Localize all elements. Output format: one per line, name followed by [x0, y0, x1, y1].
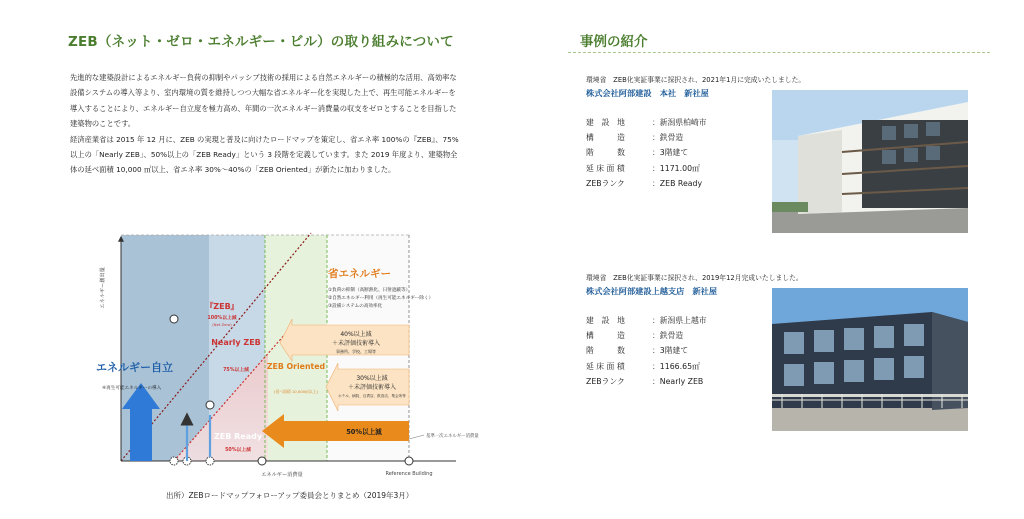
case-1-company: 株式会社阿部建設 本社 新社屋	[586, 88, 709, 98]
zeb-description	[70, 70, 462, 178]
spec-value: 3階建て	[659, 148, 689, 158]
case-2-intro: 環境省 ZEB化実証事業に採択され、2019年12月完成いたしました。	[586, 274, 803, 282]
ready-label: ZEB Ready	[213, 432, 263, 441]
zeb-roadmap-diagram	[86, 233, 479, 483]
spec-value: 新潟県上越市	[659, 316, 707, 325]
left-section-title: ZEB（ネット・ゼロ・エネルギー・ビル）の取り組みについて	[68, 34, 454, 50]
zeb-sub: 100%以上減	[207, 316, 237, 321]
saving-item-3: ③設備システムの高効率化	[328, 304, 383, 309]
spec-key: 建 設 地	[586, 118, 625, 127]
spec-key: 構 造	[586, 331, 625, 341]
saving-item-1: ①負荷の抑制（高断熱化、日射遮蔽等）	[328, 288, 411, 293]
zeb-description-paragraph-1: 先進的な建築設計によるエネルギー負荷の抑制やパッシブ技術の採用による自然エネルギーの積極的な活用、高効率な設備システムの導入等より、室内環境の質を維持しつつ大幅な省エネルギー化を実現した上で、再生可能エネルギーを導入することにより、エネルギー自立度を極力高め、年間の一次エネルギー消費量の収支をゼロとすることを目指した建築物のことです。	[70, 73, 457, 129]
spec-value: Nearly ZEB	[659, 376, 704, 386]
nearly-sub: 75%以上減	[223, 368, 249, 373]
baseline-label: 基準一次エネルギー消費量	[426, 434, 479, 439]
case-1-intro: 環境省 ZEB化実証事業に採択され、2021年1月に完成いたしました。	[586, 76, 806, 84]
arrow2-sub: ＋未評価技術導入	[347, 384, 397, 391]
energy-self-label: エネルギー自立	[96, 361, 173, 374]
saving-title: 省エネルギー	[328, 268, 391, 280]
spec-key: 構 造	[586, 133, 625, 143]
spec-value: 新潟県柏崎市	[659, 118, 707, 127]
case-1-building-photo	[772, 90, 968, 233]
arrow1-sub: ＋未評価技術導入	[331, 340, 381, 347]
spec-key: ZEBランク	[586, 376, 625, 386]
saving-item-2: ②自然エネルギー利用（再生可能エネルギー除く）	[328, 296, 434, 301]
ready-sub: 50%以上減	[225, 448, 251, 453]
oriented-sub: (延べ面積 10,000㎡以上)	[273, 389, 319, 394]
nearly-label: Nearly ZEB	[211, 338, 261, 347]
spec-value: ZEB Ready	[659, 178, 703, 188]
y-axis-label: エネルギー創出量	[100, 267, 106, 309]
arrow2-note: ホテル、病院、百貨店、飲食店、集会所等	[338, 394, 406, 398]
arrow1-note: 事務所、学校、工場等	[336, 349, 376, 354]
zeb-description-paragraph-2: 経済産業省は 2015 年 12 月に、ZEB の実現と普及に向けたロードマップを策定し、省エネ率 100%の『ZEB』、75%以上の「Nearly ZEB」、50%以上の「ZEB Ready」という 3 段階を定義しています。また 2019 年度より、建築物全体の延べ面積 10,000 ㎡以上、省エネ率 30%～40%の「ZEB Oriented」が新たに加わりました。	[70, 134, 459, 175]
arrow1-title: 40%以上減	[340, 331, 372, 338]
diagram-caption: 出所）ZEBロードマップフォローアップ委員会とりまとめ（2019年3月）	[166, 491, 414, 500]
arrow3-title: 50%以上減	[346, 428, 382, 436]
spec-key: 階 数	[586, 346, 625, 356]
spec-key: ZEBランク	[586, 178, 625, 188]
spec-value: 鉄骨造	[659, 133, 684, 143]
x-axis-label: エネルギー消費量	[261, 472, 303, 478]
spec-value: 1166.65㎡	[659, 361, 700, 371]
energy-self-sub: ④再生可能エネルギーの導入	[102, 386, 162, 391]
case-1-specs: 建 設 地 ： 新潟県柏崎市 構 造 ： 鉄骨造 階 数 ： 3階建て 延 床 面 積 ： 1171.00㎡ ZEBランク ： ZEB Ready	[586, 115, 986, 191]
case-2-building-photo	[772, 288, 968, 431]
reference-label: Reference Building	[385, 471, 433, 477]
right-section-title: 事例の紹介	[580, 34, 648, 50]
case-2-company: 株式会社阿部建設上越支店 新社屋	[586, 286, 718, 296]
spec-key: 延 床 面 積	[586, 361, 625, 371]
spec-key: 延 床 面 積	[586, 163, 625, 173]
case-2	[586, 272, 986, 389]
zeb-label: 『ZEB』	[205, 302, 239, 311]
case-1	[586, 74, 986, 191]
oriented-label: ZEB Oriented	[266, 362, 326, 371]
spec-value: 3階建て	[659, 346, 689, 356]
spec-value: 1171.00㎡	[659, 163, 700, 173]
arrow2-title: 30%以上減	[356, 375, 388, 382]
right-section-divider	[568, 52, 990, 53]
spec-value: 鉄骨造	[659, 331, 684, 341]
spec-key: 階 数	[586, 148, 625, 158]
zeb-note: (Net Zero)	[212, 322, 232, 327]
spec-key: 建 設 地	[586, 316, 625, 325]
case-2-specs: 建 設 地 ： 新潟県上越市 構 造 ： 鉄骨造 階 数 ： 3階建て 延 床 面 積 ： 1166.65㎡ ZEBランク ： Nearly ZEB	[586, 313, 986, 389]
